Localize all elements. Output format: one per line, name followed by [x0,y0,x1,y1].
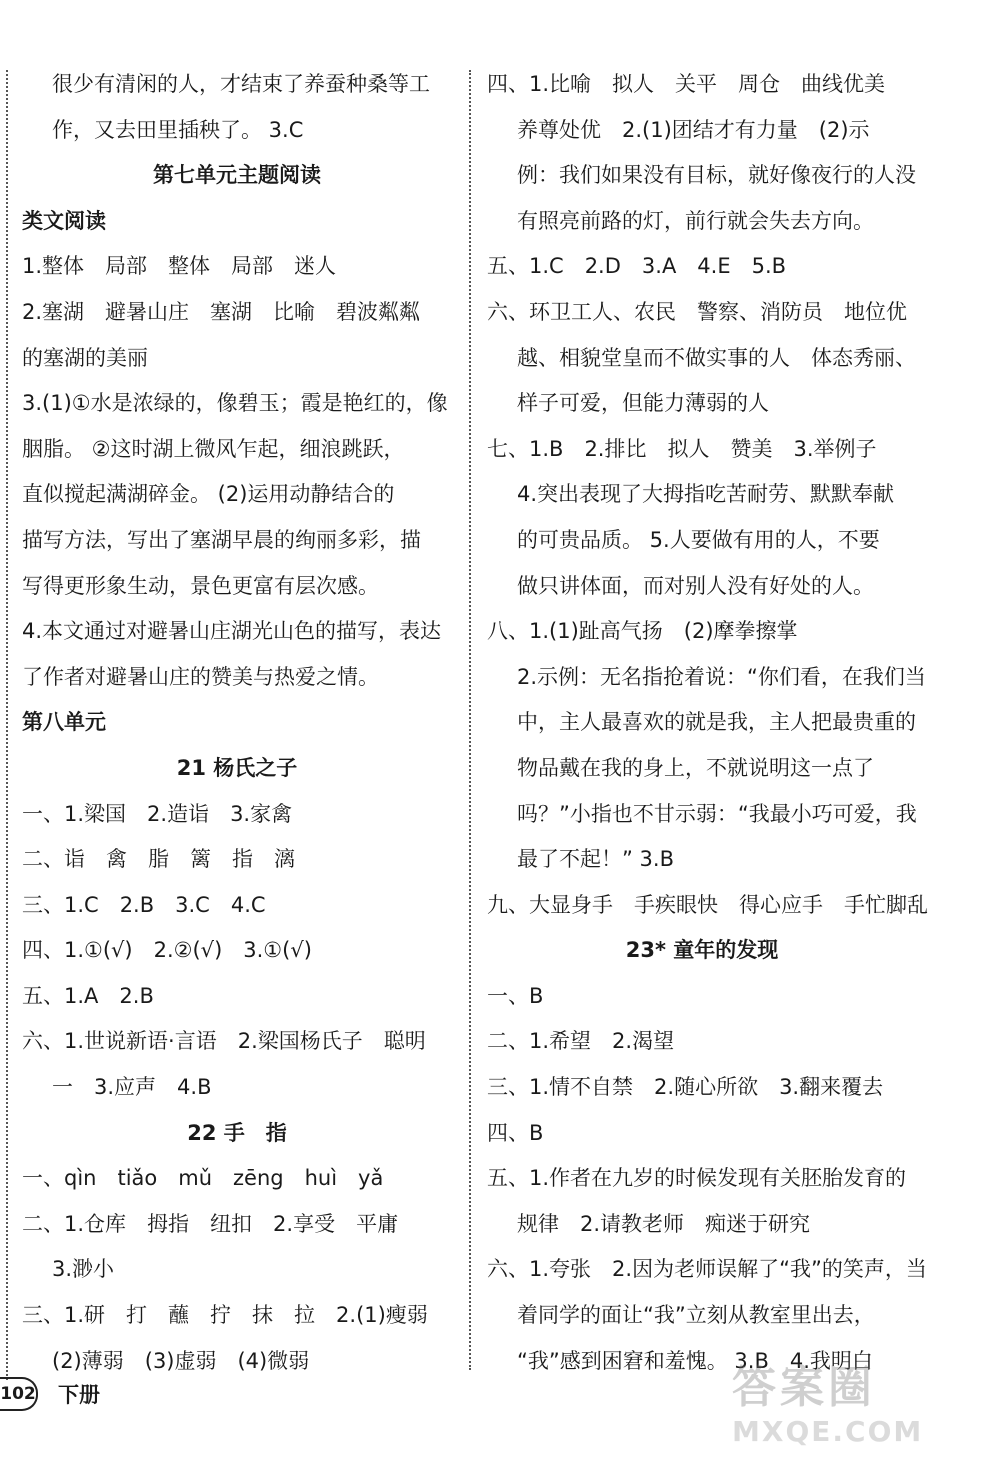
volume-label: 下册 [58,1383,100,1407]
answer-line: 五、1.作者在九岁的时候发现有关胚胎发育的 [487,1166,907,1191]
answer-line: 1.整体 局部 整体 局部 迷人 [22,254,337,279]
answer-line: “我”感到困窘和羞愧。 3.B 4.我明白 [517,1348,873,1373]
answer-line: 七、1.B 2.排比 拟人 赞美 3.举例子 [487,436,877,461]
answer-line: 六、1.世说新语·言语 2.梁国杨氏子 聪明 [22,1029,426,1054]
answer-line: 了作者对避暑山庄的赞美与热爱之情。 [22,664,379,689]
answer-line: 吗？”小指也不甘示弱：“我最小巧可爱，我 [517,801,917,826]
answer-line: 三、1.情不自禁 2.随心所欲 3.翻来覆去 [487,1075,884,1100]
section-heading: 22 手 指 [187,1120,287,1145]
answer-line: 2.示例：无名指抢着说：“你们看，在我们当 [517,664,926,689]
left-dotted-border [6,70,8,1380]
watermark-logo: 答案圈 [732,1362,876,1413]
answer-line: 三、1.研 打 蘸 拧 抹 拉 2.(1)瘦弱 [22,1303,428,1328]
right-column [487,62,928,1384]
answer-line: 写得更形象生动，景色更富有层次感。 [22,573,379,598]
answer-line: 3.(1)①水是浓绿的，像碧玉；霞是艳红的，像 [22,391,448,416]
answer-line: (2)薄弱 (3)虚弱 (4)微弱 [52,1348,310,1373]
page-number: 102 [0,1377,38,1411]
answer-line: 的可贵品质。 5.人要做有用的人，不要 [517,527,880,552]
section-heading: 21 杨氏之子 [176,755,298,780]
answer-line: 二、1.仓库 拇指 纽扣 2.享受 平庸 [22,1211,399,1236]
answer-line: 养尊处优 2.(1)团结才有力量 (2)示 [517,117,870,142]
answer-line: 有照亮前路的灯，前行就会失去方向。 [517,208,874,233]
answer-line: 一、1.梁国 2.造诣 3.家禽 [22,801,293,826]
watermark-url: MXQE.COM [732,1415,924,1448]
section-heading: 23* 童年的发现 [625,938,779,963]
watermark [732,1351,972,1461]
section-heading: 第八单元 [22,710,106,735]
answer-line: 4.本文通过对避暑山庄湖光山色的描写，表达 [22,619,442,644]
answer-line: 着同学的面让“我”立刻从教室里出去， [517,1303,875,1328]
answer-line: 六、环卫工人、农民 警察、消防员 地位优 [487,299,907,324]
answer-line: 直似搅起满湖碎金。 (2)运用动静结合的 [22,482,395,507]
answer-line: 胭脂。 ②这时湖上微风乍起，细浪跳跃， [22,436,405,461]
answer-line: 一、B [487,983,544,1008]
answer-line: 很少有清闲的人，才结束了养蚕种桑等工 [52,72,430,96]
answer-line: 规律 2.请教老师 痴迷于研究 [517,1211,811,1236]
answer-line: 八、1.(1)趾高气扬 (2)摩拳擦掌 [487,619,798,644]
answer-line: 最了不起！” 3.B [517,847,674,872]
section-heading: 第七单元主题阅读 [153,163,321,188]
answer-line: 二、1.希望 2.渴望 [487,1029,675,1054]
answer-line: 五、1.C 2.D 3.A 4.E 5.B [487,254,787,279]
answer-line: 九、大显身手 手疾眼快 得心应手 手忙脚乱 [487,892,928,917]
answer-line: 一 3.应声 4.B [52,1075,212,1100]
answer-line: 二、诣 禽 脂 篱 指 漓 [22,847,295,872]
page-footer [0,1376,100,1412]
answer-line: 4.突出表现了大拇指吃苦耐劳、默默奉献 [517,482,895,507]
answer-line: 3.渺小 [52,1257,115,1282]
column-divider [469,70,471,1370]
section-heading: 类文阅读 [22,208,106,233]
answer-line: 中，主人最喜欢的就是我，主人把最贵重的 [517,710,916,735]
answer-line: 作，又去田里插秧了。 3.C [52,117,304,142]
answer-line: 四、1.比喻 拟人 关平 周仓 曲线优美 [487,72,886,96]
answer-line: 做只讲体面，而对别人没有好处的人。 [517,573,874,598]
answer-line: 越、相貌堂皇而不做实事的人 体态秀丽、 [517,345,916,370]
answer-line: 三、1.C 2.B 3.C 4.C [22,892,266,917]
answer-line: 一、qìn tiǎo mǔ zēng huì yǎ [22,1166,384,1191]
answer-line: 2.塞湖 避暑山庄 塞湖 比喻 碧波粼粼 [22,299,421,324]
answer-line: 描写方法，写出了塞湖早晨的绚丽多彩，描 [22,527,421,552]
answer-line: 四、1.①(√) 2.②(√) 3.①(√) [22,938,312,963]
left-column [22,62,452,1384]
answer-line: 物品戴在我的身上，不就说明这一点了 [517,755,874,780]
answer-line: 六、1.夸张 2.因为老师误解了“我”的笑声，当 [487,1257,927,1282]
answer-line: 样子可爱，但能力薄弱的人 [517,391,769,416]
answer-line: 例：我们如果没有目标，就好像夜行的人没 [517,163,916,188]
answer-line: 的塞湖的美丽 [22,345,148,370]
answer-line: 五、1.A 2.B [22,983,154,1008]
answer-line: 四、B [487,1120,544,1145]
